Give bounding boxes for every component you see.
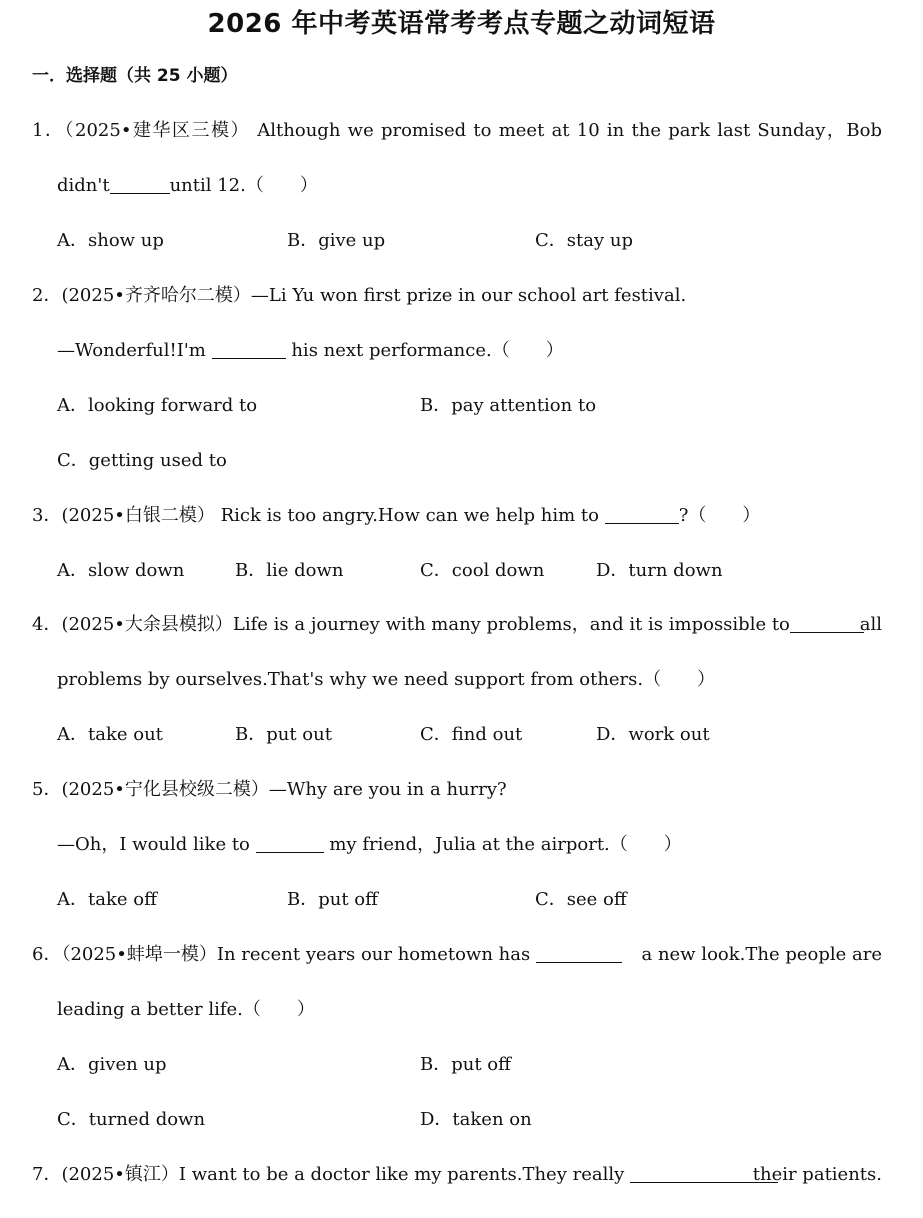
option-d[interactable]: D．taken on xyxy=(420,1109,532,1130)
question-3-text-after-blank: ?（ ） xyxy=(678,505,761,526)
option-c[interactable]: C．stay up xyxy=(535,230,633,251)
option-b[interactable]: B．lie down xyxy=(235,560,344,581)
answer-blank xyxy=(536,944,622,963)
question-5-text-before-blank: —Oh，I would like to xyxy=(57,834,250,855)
option-c[interactable]: C．find out xyxy=(420,724,523,745)
question-5-stem: 5．(2025•宁化县校级二模）—Why are you in a hurry? xyxy=(32,779,507,800)
option-b[interactable]: B．put out xyxy=(235,724,332,745)
option-a[interactable]: A．slow down xyxy=(57,560,185,581)
question-4-stem xyxy=(32,613,882,637)
question-2-line2 xyxy=(57,339,564,363)
question-1-text-before-blank: didn't xyxy=(57,175,110,196)
question-2-text-after-blank: his next performance.（ ） xyxy=(291,340,564,361)
question-7-stem xyxy=(32,1163,882,1187)
option-b[interactable]: B．put off xyxy=(287,889,378,910)
question-7-text-before-blank: 7．(2025•镇江）I want to be a doctor like my parents.They really xyxy=(32,1164,625,1185)
option-c[interactable]: C．turned down xyxy=(57,1109,206,1130)
option-c[interactable]: C．cool down xyxy=(420,560,545,581)
question-6-stem xyxy=(32,943,882,967)
question-1-stem: 1．（2025•建华区三模） Although we promised to meet at 10 in the park last Sunday，Bob xyxy=(32,120,882,141)
answer-blank xyxy=(212,340,286,359)
option-a[interactable]: A．looking forward to xyxy=(57,395,258,416)
option-a[interactable]: A．take out xyxy=(57,724,163,745)
question-6-text-before-blank: 6．（2025•蚌埠一模）In recent years our hometown has xyxy=(32,944,531,965)
question-4-text-before-blank: 4．(2025•大余县模拟）Life is a journey with many problems，and it is impossible to xyxy=(32,614,790,635)
option-c[interactable]: C．see off xyxy=(535,889,627,910)
option-b[interactable]: B．put off xyxy=(420,1054,511,1075)
option-d[interactable]: D．work out xyxy=(596,724,710,745)
document-title: 2026 年中考英语常考考点专题之动词短语 xyxy=(207,9,716,39)
answer-blank xyxy=(110,175,170,194)
question-3-stem xyxy=(32,504,760,528)
question-7-text-after-blank: their patients. xyxy=(752,1164,882,1185)
question-2-text-before-blank: —Wonderful!I'm xyxy=(57,340,206,361)
question-5-line2 xyxy=(57,833,682,857)
question-1-line2 xyxy=(57,174,318,198)
question-2-stem: 2．(2025•齐齐哈尔二模）—Li Yu won first prize in our school art festival. xyxy=(32,285,687,306)
section-heading: 一．选择题（共 25 小题） xyxy=(32,66,238,86)
option-c[interactable]: C．getting used to xyxy=(57,450,227,471)
question-3-text-before-blank: 3．(2025•白银二模） Rick is too angry.How can we help him to xyxy=(32,505,599,526)
question-4-text-after-blank: all xyxy=(859,614,882,635)
answer-blank xyxy=(790,614,864,633)
question-1-text-after-blank: until 12.（ ） xyxy=(169,175,318,196)
option-b[interactable]: B．give up xyxy=(287,230,386,251)
option-a[interactable]: A．take off xyxy=(57,889,157,910)
question-6-text-after-blank: a new look.The people are xyxy=(641,944,882,965)
option-a[interactable]: A．given up xyxy=(57,1054,167,1075)
answer-blank xyxy=(256,834,324,853)
option-b[interactable]: B．pay attention to xyxy=(420,395,597,416)
answer-blank xyxy=(605,505,679,524)
question-4-line2: problems by ourselves.That's why we need support from others.（ ） xyxy=(57,669,716,690)
option-d[interactable]: D．turn down xyxy=(596,560,723,581)
option-a[interactable]: A．show up xyxy=(57,230,164,251)
question-5-text-after-blank: my friend，Julia at the airport.（ ） xyxy=(329,834,682,855)
question-6-line2: leading a better life.（ ） xyxy=(57,999,315,1020)
